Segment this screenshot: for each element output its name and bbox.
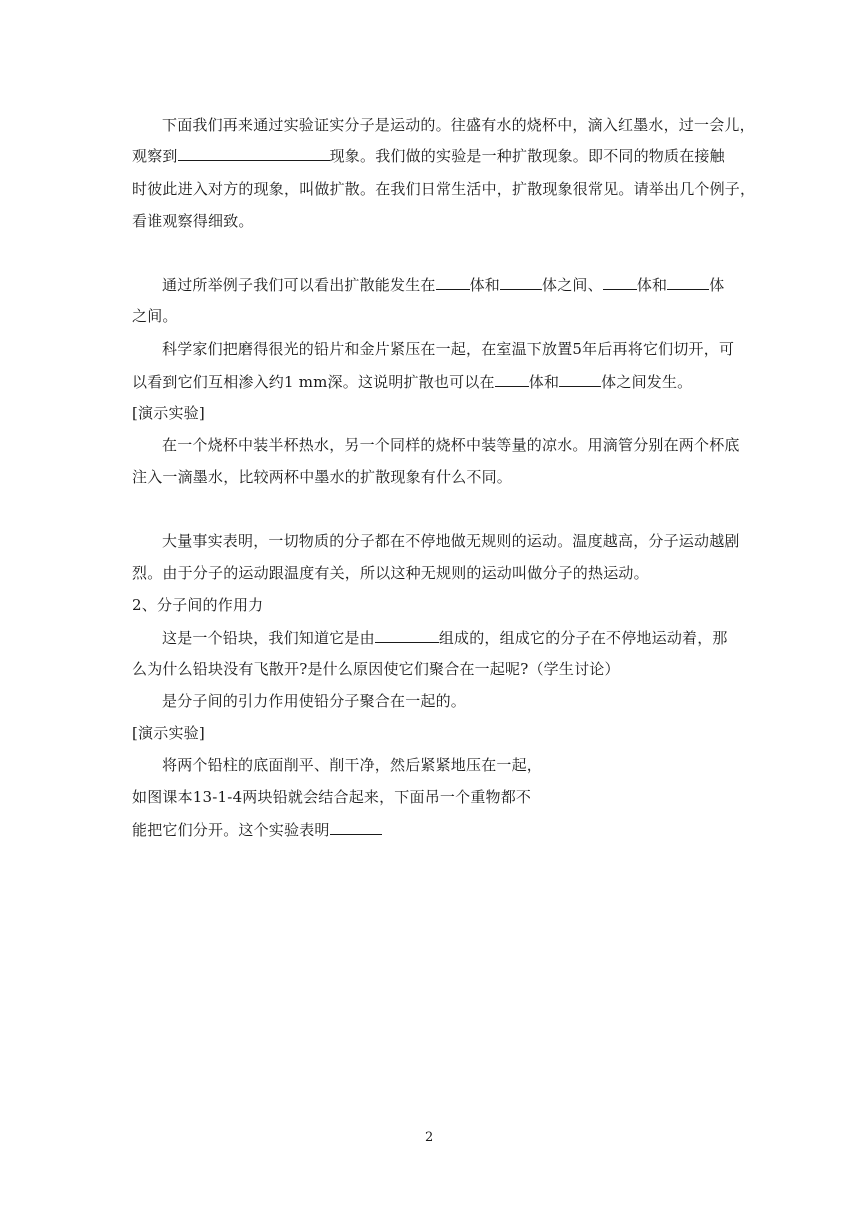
- paragraph-1-line-2: [132, 145, 725, 166]
- section-heading: [132, 595, 263, 615]
- paragraph-7: [162, 691, 466, 711]
- text: 体和: [528, 373, 560, 391]
- fill-blank[interactable]: [375, 627, 439, 643]
- text: 观察到: [132, 147, 178, 165]
- paragraph-8-line-1: [162, 755, 542, 775]
- text: 体和: [469, 276, 501, 294]
- fill-blank[interactable]: [500, 274, 542, 290]
- fill-blank[interactable]: [603, 274, 637, 290]
- paragraph-2-line-2: [132, 306, 178, 326]
- text: 体和: [636, 276, 668, 294]
- fill-blank[interactable]: [436, 274, 470, 290]
- text: 如图课本13-1-4两块铅就会结合起来，下面吊一个重物都不: [132, 788, 532, 806]
- fill-blank[interactable]: [495, 371, 529, 387]
- text: 组成的，组成它的分子在不停地运动着，那: [438, 629, 728, 647]
- paragraph-8-line-2: [132, 787, 531, 807]
- text: 烈。由于分子的运动跟温度有关，所以这种无规则的运动叫做分子的热运动。: [132, 564, 649, 582]
- paragraph-1-line-3: [132, 179, 755, 199]
- text: 在一个烧杯中装半杯热水，另一个同样的烧杯中装等量的凉水。用滴管分别在两个杯底: [162, 436, 740, 454]
- paragraph-4-line-1: [162, 435, 740, 455]
- text: 体之间、: [542, 276, 603, 294]
- paragraph-8-line-3: [132, 819, 382, 840]
- paragraph-3-line-2: [132, 371, 692, 392]
- text: 体之间发生。: [601, 373, 693, 391]
- demo-experiment-heading: [132, 723, 205, 743]
- text: 体: [709, 276, 725, 294]
- paragraph-6-line-1: [162, 627, 728, 648]
- text: 能把它们分开。这个实验表明: [132, 821, 330, 839]
- text: 2、分子间的作用力: [132, 596, 264, 614]
- text: 么为什么铅块没有飞散开?是什么原因使它们聚合在一起呢?（学生讨论）: [132, 660, 620, 678]
- paragraph-4-line-2: [132, 467, 512, 487]
- text: 大量事实表明，一切物质的分子都在不停地做无规则的运动。温度越高，分子运动越剧: [162, 532, 740, 550]
- text: [演示实验]: [132, 404, 205, 422]
- paragraph-2-line-1: [162, 274, 724, 295]
- text: [演示实验]: [132, 724, 205, 742]
- text: 科学家们把磨得很光的铅片和金片紧压在一起，在室温下放置5年后再将它们切开，可: [162, 340, 735, 358]
- fill-blank[interactable]: [559, 371, 601, 387]
- text: 时彼此进入对方的现象，叫做扩散。在我们日常生活中，扩散现象很常见。请举出几个例子，: [132, 180, 756, 198]
- paragraph-1-line-4: [132, 211, 254, 231]
- paragraph-1-line-1: [162, 115, 755, 135]
- paragraph-6-line-2: [132, 659, 620, 679]
- fill-blank[interactable]: [667, 274, 709, 290]
- text: 之间。: [132, 307, 178, 325]
- page-number: 2: [425, 1130, 434, 1145]
- fill-blank[interactable]: [330, 819, 382, 835]
- text: 下面我们再来通过实验证实分子是运动的。往盛有水的烧杯中，滴入红墨水，过一会儿，: [162, 116, 755, 134]
- text: 以看到它们互相渗入约1 mm深。这说明扩散也可以在: [132, 373, 495, 391]
- text: 这是一个铅块，我们知道它是由: [162, 629, 375, 647]
- paragraph-5-line-2: [132, 563, 649, 583]
- paragraph-3-line-1: [162, 339, 734, 359]
- text: 看谁观察得细致。: [132, 212, 254, 230]
- text: 是分子间的引力作用使铅分子聚合在一起的。: [162, 692, 467, 710]
- text: 注入一滴墨水，比较两杯中墨水的扩散现象有什么不同。: [132, 468, 513, 486]
- paragraph-5-line-1: [162, 531, 740, 551]
- text: 将两个铅柱的底面削平、削干净，然后紧紧地压在一起，: [162, 756, 543, 774]
- text: 通过所举例子我们可以看出扩散能发生在: [162, 276, 436, 294]
- fill-blank[interactable]: [178, 145, 330, 161]
- text: 现象。我们做的实验是一种扩散现象。即不同的物质在接触: [329, 147, 725, 165]
- demo-experiment-heading: [132, 403, 205, 423]
